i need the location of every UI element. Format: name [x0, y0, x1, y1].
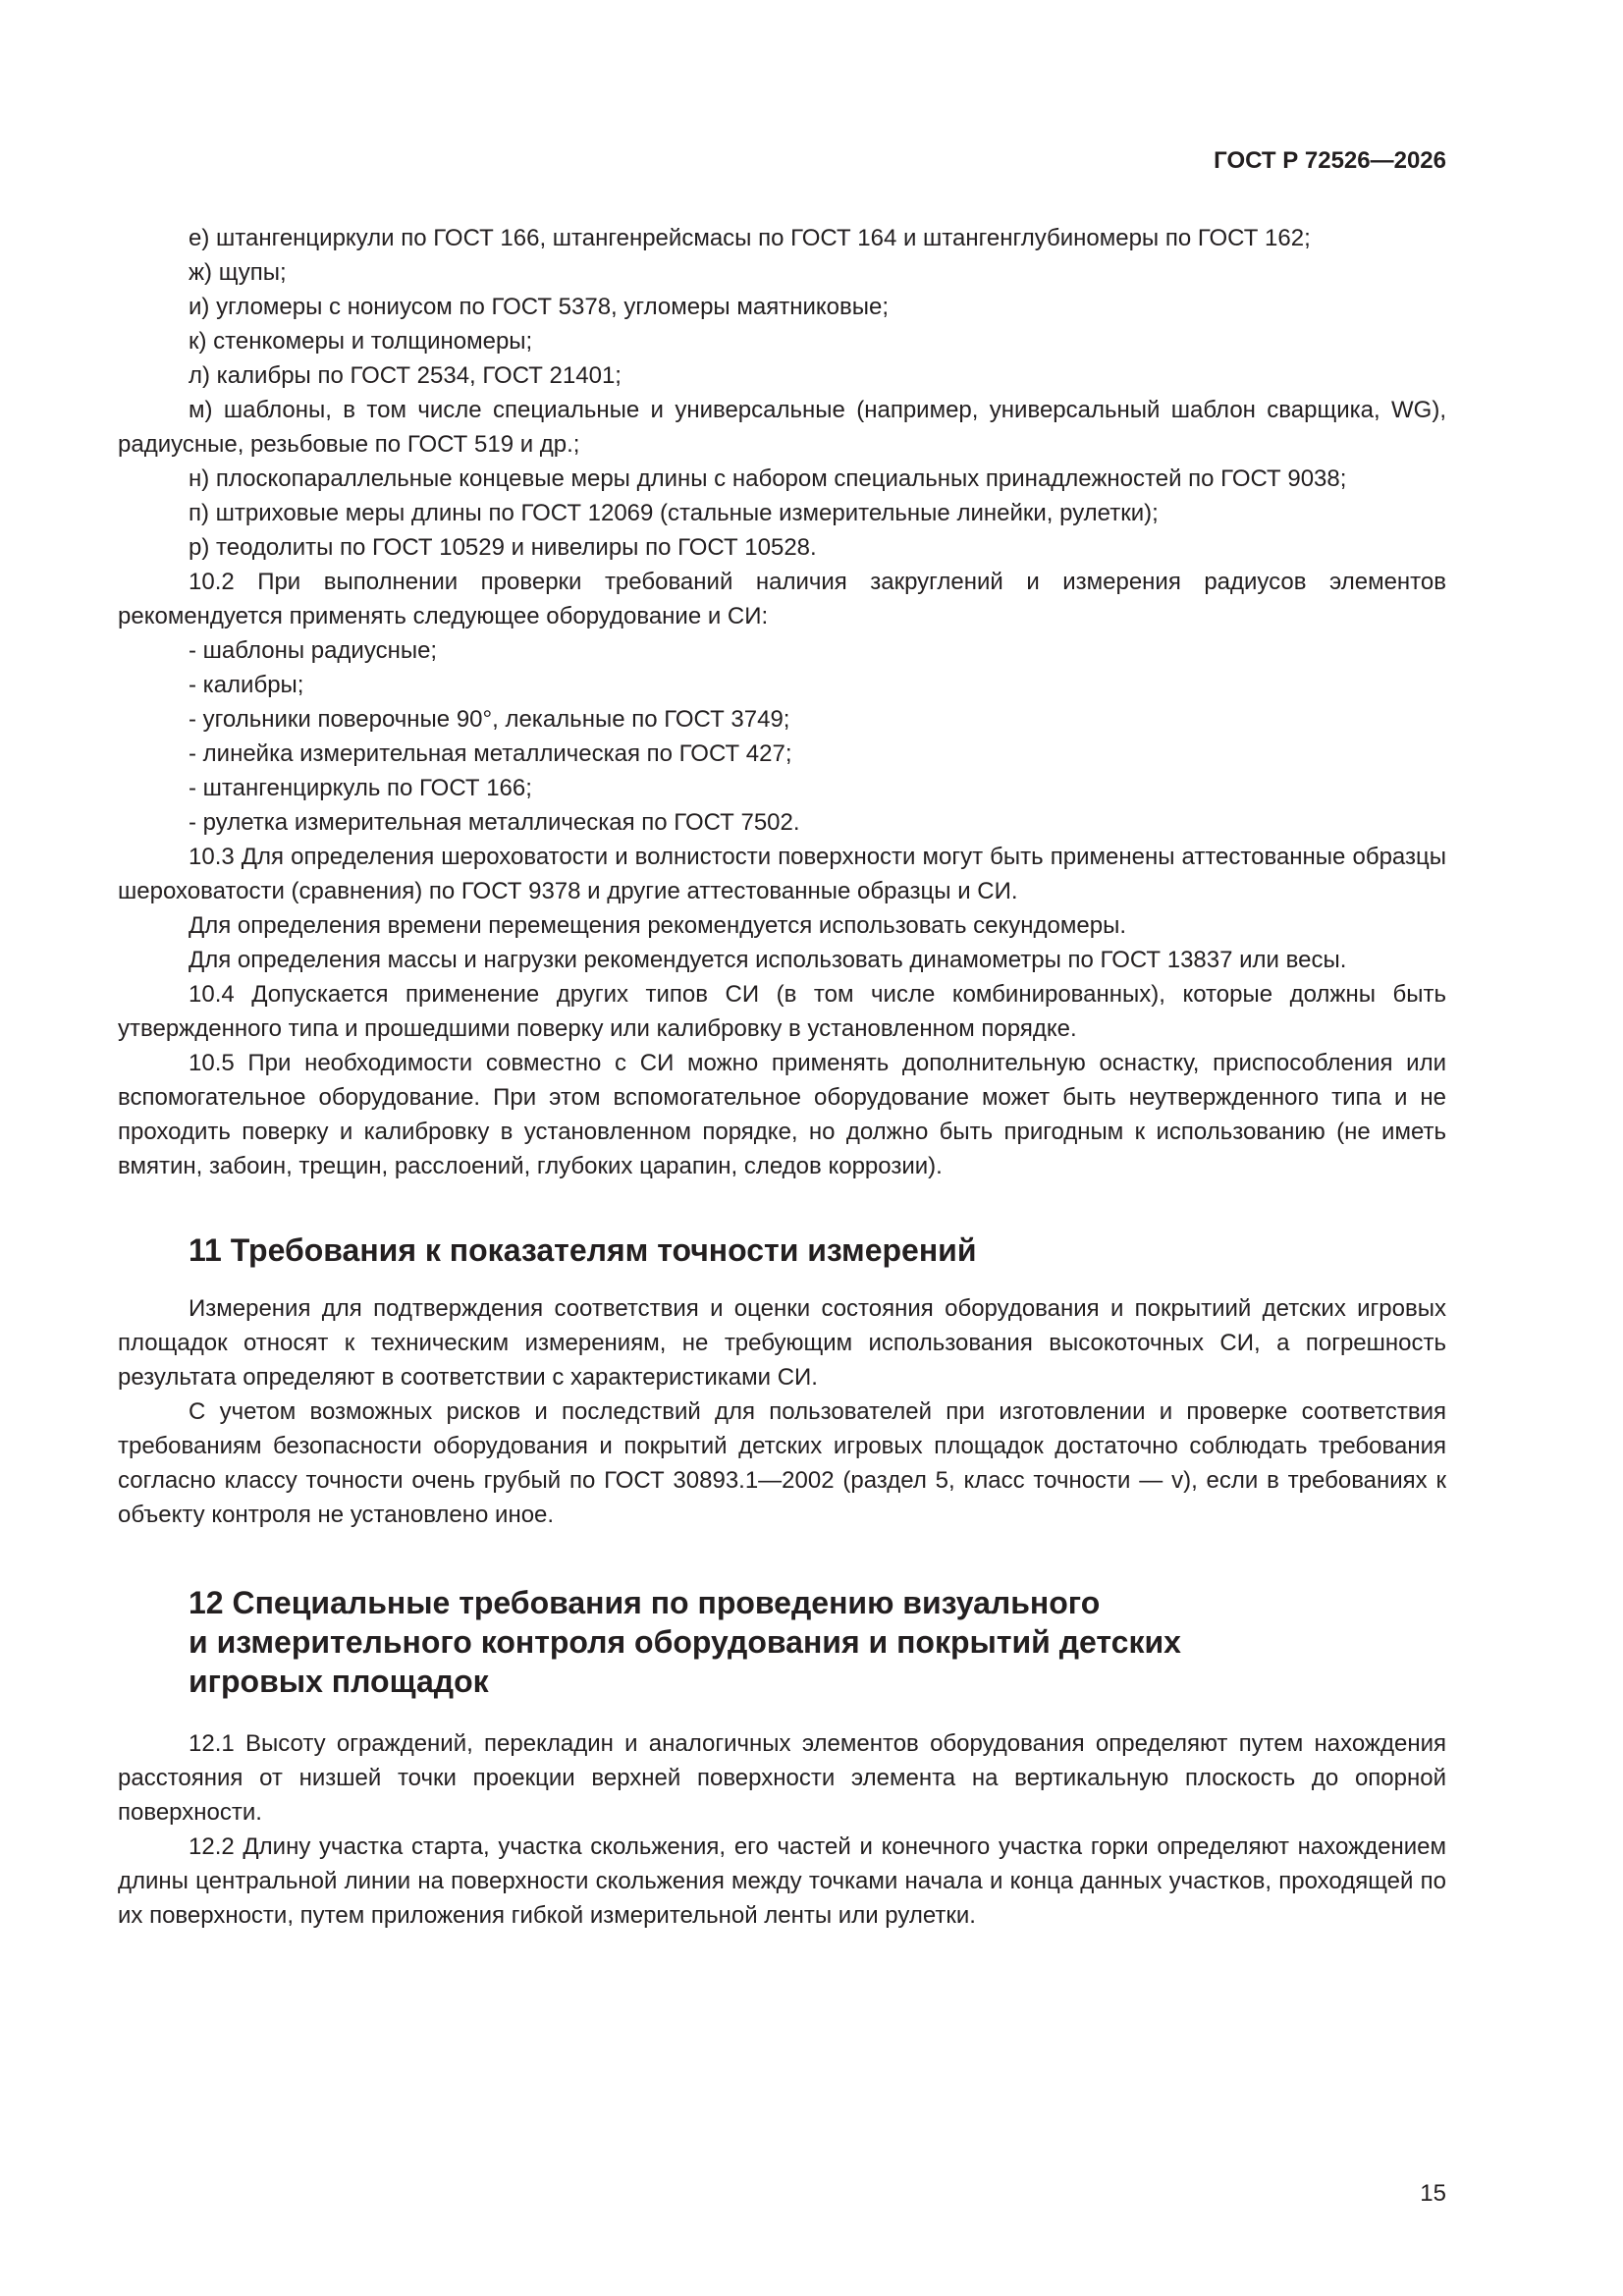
- list-item: е) штангенциркули по ГОСТ 166, штангенрейсмасы по ГОСТ 164 и штангенглубиномеры по ГОСТ 162;: [189, 225, 1311, 251]
- paragraph-mass: Для определения массы и нагрузки рекомендуется использовать динамометры по ГОСТ 13837 или весы.: [189, 947, 1347, 973]
- dash-item: - рулетка измерительная металлическая по ГОСТ 7502.: [118, 805, 1446, 840]
- section-11-paragraph: Измерения для подтверждения соответствия и оценки состояния оборудования и покрытиий детских игровых площадок относят к техническим измерениям, не требующим использования высокоточных СИ, а погрешность результата определяют в соответствии с характеристиками СИ.: [118, 1295, 1446, 1391]
- page-content: [118, 221, 1446, 1933]
- paragraph-10-5: 10.5 При необходимости совместно с СИ можно применять дополнительную оснастку, приспособления или вспомогательное оборудование. При этом вспомогательное оборудование может быть неутвержденного типа и не проходить поверку и калибровку в установленном порядке, но должно быть пригодным к использованию (не иметь вмятин, забоин, трещин, расслоений, глубоких царапин, следов коррозии).: [118, 1050, 1446, 1179]
- list-item: м) шаблоны, в том числе специальные и универсальные (например, универсальный шаблон сварщика, WG), радиусные, резьбовые по ГОСТ 519 и др.;: [118, 397, 1446, 458]
- list-item: п) штриховые меры длины по ГОСТ 12069 (стальные измерительные линейки, рулетки);: [189, 500, 1159, 526]
- paragraph-10-2: 10.2 При выполнении проверки требований наличия закруглений и измерения радиусов элементов рекомендуется применять следующее оборудование и СИ:: [118, 569, 1446, 629]
- list-item: л) калибры по ГОСТ 2534, ГОСТ 21401;: [189, 362, 622, 389]
- list-item: ж) щупы;: [189, 259, 287, 286]
- list-item: и) угломеры с нониусом по ГОСТ 5378, угломеры маятниковые;: [189, 294, 889, 320]
- section-12-heading-line: 12 Специальные требования по проведению визуального: [189, 1585, 1101, 1620]
- section-11-paragraph: С учетом возможных рисков и последствий для пользователей при изготовлении и проверке соответствия требованиям безопасности оборудования и покрытий детских игровых площадок достаточно соблюдать требования согласно классу точности очень грубый по ГОСТ 30893.1—2002 (раздел 5, класс точности — v), если в требованиях к объекту контроля не установлено иное.: [118, 1398, 1446, 1528]
- section-12-heading-line: и измерительного контроля оборудования и покрытий детских: [189, 1624, 1181, 1660]
- dash-item: - штангенциркуль по ГОСТ 166;: [118, 771, 1446, 805]
- paragraph-time: Для определения времени перемещения рекомендуется использовать секундомеры.: [189, 912, 1127, 939]
- section-11-heading: 11 Требования к показателям точности измерений: [189, 1232, 977, 1268]
- dash-item: - линейка измерительная металлическая по ГОСТ 427;: [118, 737, 1446, 771]
- dash-item: - калибры;: [118, 668, 1446, 702]
- dash-item: - угольники поверочные 90°, лекальные по ГОСТ 3749;: [118, 702, 1446, 737]
- section-12-heading: [118, 1583, 1446, 1701]
- list-item: н) плоскопараллельные концевые меры длины с набором специальных принадлежностей по ГОСТ 9038;: [189, 465, 1347, 492]
- document-header: [118, 147, 1446, 175]
- list-item: р) теодолиты по ГОСТ 10529 и нивелиры по ГОСТ 10528.: [189, 534, 817, 561]
- paragraph-12-1: 12.1 Высоту ограждений, перекладин и аналогичных элементов оборудования определяют путем нахождения расстояния от низшей точки проекции верхней поверхности элемента на вертикальную плоскость до опорной поверхности.: [118, 1730, 1446, 1826]
- list-item: к) стенкомеры и толщиномеры;: [189, 328, 533, 355]
- page-number: 15: [1420, 2180, 1446, 2207]
- dash-item: - шаблоны радиусные;: [118, 633, 1446, 668]
- paragraph-12-2: 12.2 Длину участка старта, участка скольжения, его частей и конечного участка горки определяют нахождением длины центральной линии на поверхности скольжения между точками начала и конца данных участков, проходящей по их поверхности, путем приложения гибкой измерительной ленты или рулетки.: [118, 1833, 1446, 1929]
- paragraph-10-4: 10.4 Допускается применение других типов СИ (в том числе комбинированных), которые должны быть утвержденного типа и прошедшими поверку или калибровку в установленном порядке.: [118, 981, 1446, 1042]
- paragraph-10-3: 10.3 Для определения шероховатости и волнистости поверхности могут быть применены аттестованные образцы шероховатости (сравнения) по ГОСТ 9378 и другие аттестованные образцы и СИ.: [118, 844, 1446, 904]
- document-id: ГОСТ Р 72526—2026: [1214, 147, 1446, 174]
- section-12-heading-line: игровых площадок: [189, 1664, 489, 1699]
